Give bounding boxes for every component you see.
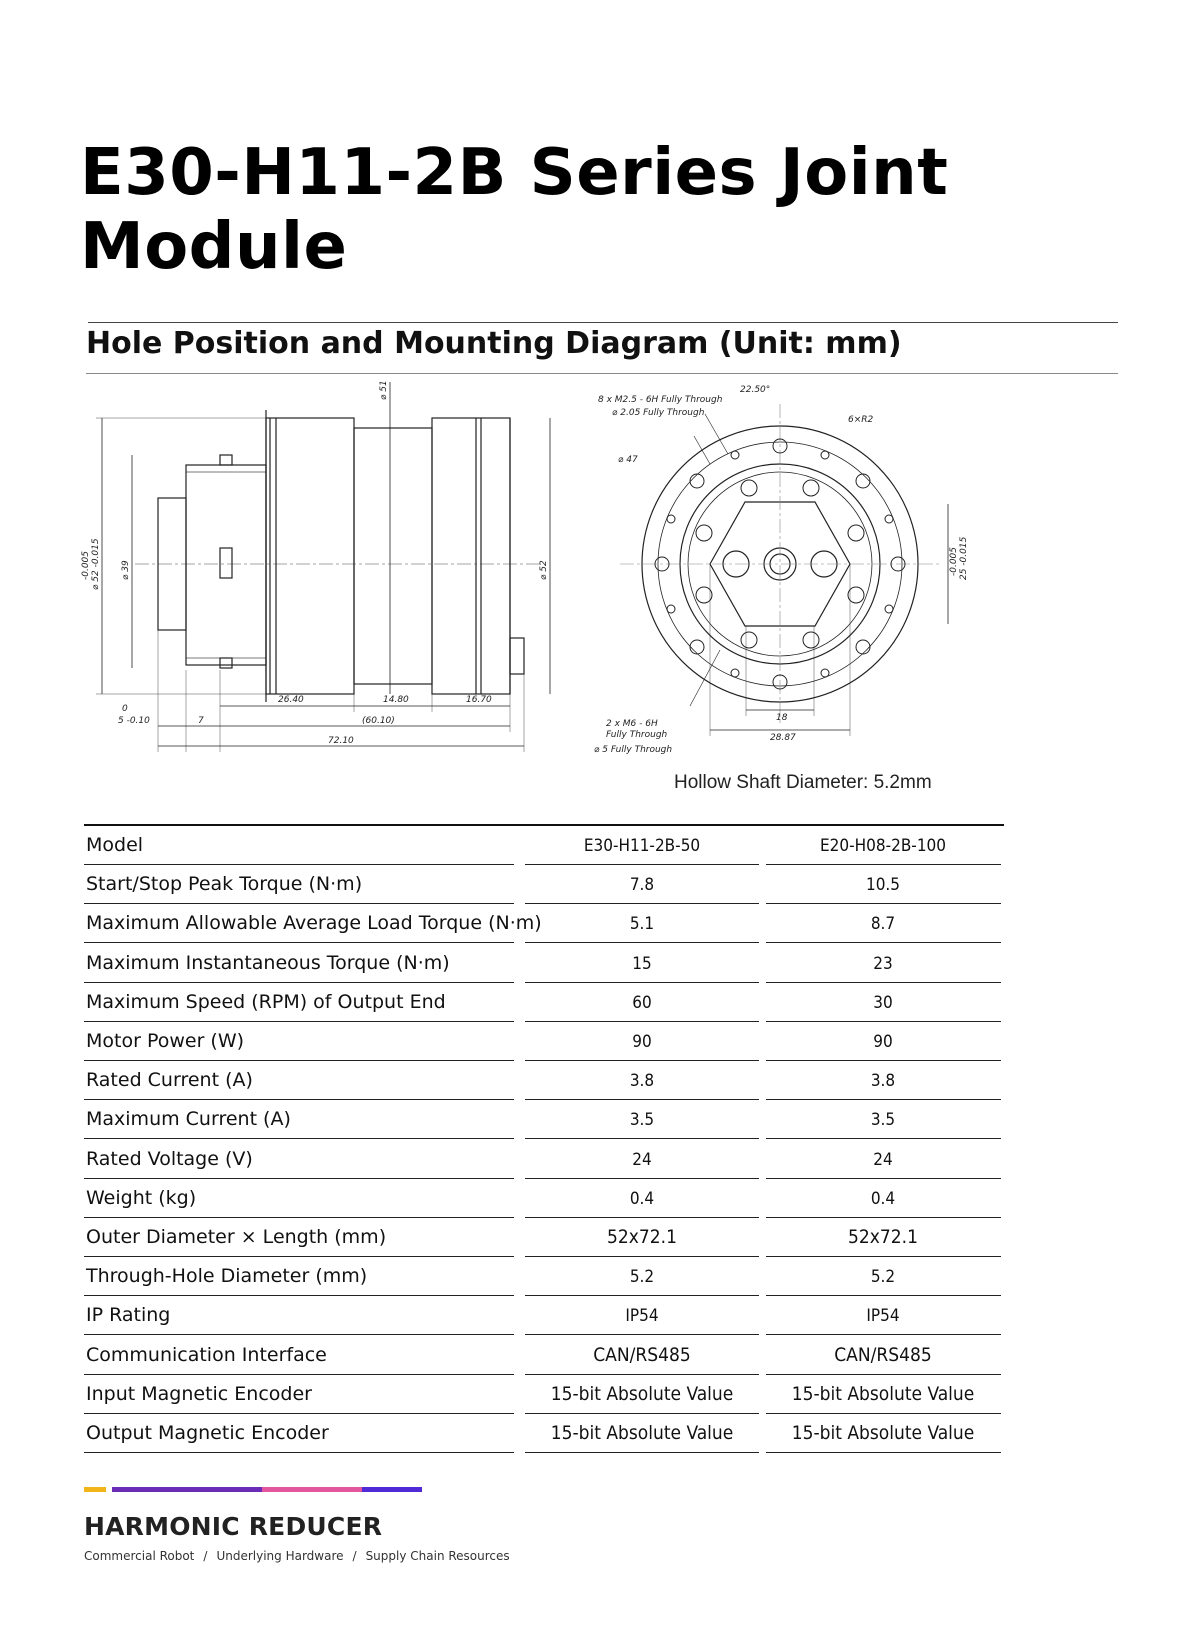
- dim-radius: 6×R2: [848, 415, 874, 425]
- spec-row-value-1: 0.4: [629, 1188, 655, 1209]
- spec-row: [84, 1218, 1004, 1257]
- spec-row-label: Maximum Speed (RPM) of Output End: [86, 990, 446, 1013]
- spec-row-value-1: 3.5: [629, 1110, 655, 1131]
- spec-row-value-1: 15-bit Absolute Value: [550, 1382, 734, 1405]
- spec-row-value-2: 52x72.1: [848, 1226, 918, 1248]
- spec-row-value-2: 3.5: [870, 1110, 896, 1131]
- spec-header-row: [84, 826, 1004, 865]
- dim-18: 18: [776, 713, 788, 723]
- spec-row-label: Outer Diameter × Length (mm): [86, 1226, 387, 1248]
- spec-row: [84, 904, 1004, 943]
- spec-row-value-2: 0.4: [870, 1188, 896, 1209]
- footer-color-bar-3: [262, 1487, 362, 1492]
- dim-holes-205: ⌀ 2.05 Fully Through: [612, 408, 705, 418]
- dim-7: 7: [198, 716, 204, 726]
- page-title: E30-H11-2B Series Joint Module: [80, 136, 949, 284]
- spec-row-value-2: 30: [873, 992, 893, 1013]
- spec-row-label: IP Rating: [86, 1304, 171, 1327]
- breadcrumb-separator: /: [203, 1549, 208, 1563]
- spec-row-value-1: 52x72.1: [607, 1226, 677, 1248]
- spec-row: [84, 944, 1004, 983]
- footer-breadcrumb: [84, 1549, 510, 1563]
- spec-row-value-1: 5.2: [629, 1267, 655, 1288]
- spec-row-value-1: 60: [632, 992, 652, 1013]
- spec-row-label: Rated Voltage (V): [86, 1147, 253, 1170]
- spec-header-label: Model: [86, 834, 144, 856]
- spec-row: [84, 1022, 1004, 1061]
- spec-row-label: Maximum Current (A): [86, 1108, 291, 1131]
- dim-d52-tol-a: -0.005: [81, 550, 91, 580]
- spec-row: [84, 1100, 1004, 1139]
- spec-row: [84, 1375, 1004, 1414]
- breadcrumb-item-2: Underlying Hardware: [216, 1549, 344, 1563]
- breadcrumb-separator: /: [352, 1549, 357, 1563]
- spec-row-value-2: 5.2: [870, 1267, 896, 1288]
- spec-row: [84, 1257, 1004, 1296]
- spec-row-label: Through-Hole Diameter (mm): [86, 1265, 368, 1288]
- dim-holes-m6-b: Fully Through: [606, 730, 668, 740]
- footer-color-bar-1: [84, 1487, 106, 1492]
- dim-60-10: (60.10): [362, 716, 395, 726]
- spec-row-value-1: 24: [632, 1149, 652, 1170]
- spec-row-value-2: 24: [873, 1149, 893, 1170]
- spec-row-label: Maximum Instantaneous Torque (N·m): [86, 951, 450, 974]
- breadcrumb-item-3: Supply Chain Resources: [365, 1549, 510, 1563]
- section-rule-top: [88, 322, 1118, 323]
- spec-row-value-1: 15-bit Absolute Value: [550, 1422, 734, 1444]
- spec-row-value-2: 15-bit Absolute Value: [791, 1382, 975, 1405]
- dim-d52-tol-b: ⌀ 52 -0.015: [91, 538, 101, 590]
- spec-row-value-2: IP54: [866, 1306, 900, 1327]
- spec-row-value-2: 15-bit Absolute Value: [791, 1422, 975, 1444]
- spec-row-value-1: 5.1: [629, 914, 655, 935]
- dim-tol-a: -0.005: [949, 546, 959, 576]
- footer-color-bar-2: [112, 1487, 262, 1492]
- dim-tol-b: 25 -0.015: [959, 536, 969, 580]
- dim-angle: 22.50°: [740, 385, 771, 395]
- spec-header-model-2: E20-H08-2B-100: [819, 836, 947, 856]
- mounting-diagram: [80, 380, 980, 790]
- spec-row: [84, 1179, 1004, 1218]
- hollow-shaft-note: Hollow Shaft Diameter: 5.2mm: [674, 772, 932, 793]
- spec-row-value-2: 3.8: [870, 1071, 896, 1092]
- dim-5-a: 0: [122, 704, 128, 714]
- dim-28-87: 28.87: [770, 733, 796, 743]
- spec-row: [84, 865, 1004, 904]
- diagram-section-title: Hole Position and Mounting Diagram (Unit: mm): [86, 326, 902, 361]
- front-view-dimensions: [594, 385, 969, 755]
- spec-row-value-1: IP54: [625, 1306, 659, 1327]
- breadcrumb-item-1: Commercial Robot: [84, 1549, 195, 1563]
- dim-holes-m6-a: 2 x M6 - 6H: [606, 719, 658, 729]
- spec-row-label: Weight (kg): [86, 1186, 197, 1209]
- spec-row-value-2: 8.7: [870, 914, 896, 935]
- dim-d39: ⌀ 39: [121, 560, 131, 580]
- spec-row-value-1: 15: [632, 953, 652, 974]
- spec-row: [84, 1296, 1004, 1335]
- side-view-dimensions: [81, 380, 549, 746]
- dim-holes-5: ⌀ 5 Fully Through: [594, 745, 673, 755]
- spec-row-value-2: 90: [873, 1032, 893, 1052]
- footer-brand: HARMONIC REDUCER: [84, 1512, 383, 1541]
- spec-row: [84, 1336, 1004, 1375]
- front-view: [620, 404, 948, 736]
- spec-row-label: Input Magnetic Encoder: [86, 1382, 312, 1405]
- spec-row-value-1: 3.8: [629, 1071, 655, 1092]
- dim-d47: ⌀ 47: [618, 455, 638, 465]
- dim-d52: ⌀ 52: [539, 560, 549, 580]
- dim-72-10: 72.10: [328, 736, 354, 746]
- dim-5-b: 5 -0.10: [118, 716, 150, 726]
- spec-row-value-2: 10.5: [865, 875, 901, 896]
- section-rule-bottom: [86, 373, 1118, 374]
- dim-16-70: 16.70: [466, 695, 492, 705]
- footer-color-bar-4: [362, 1487, 422, 1492]
- spec-row: [84, 1140, 1004, 1179]
- spec-header-model-1: E30-H11-2B-50: [583, 836, 701, 856]
- spec-row: [84, 1414, 1004, 1453]
- spec-row-label: Motor Power (W): [86, 1030, 245, 1052]
- spec-row-value-1: 90: [632, 1032, 652, 1052]
- spec-row-label: Start/Stop Peak Torque (N·m): [86, 873, 363, 896]
- dim-14-80: 14.80: [383, 695, 409, 705]
- spec-row-label: Communication Interface: [86, 1343, 327, 1366]
- spec-row: [84, 983, 1004, 1022]
- spec-row-label: Rated Current (A): [86, 1069, 253, 1092]
- spec-row-value-1: CAN/RS485: [593, 1343, 691, 1366]
- dim-holes-m25: 8 x M2.5 - 6H Fully Through: [598, 395, 723, 405]
- spec-row-label: Output Magnetic Encoder: [86, 1422, 329, 1444]
- dim-26-40: 26.40: [278, 695, 304, 705]
- spec-row-label: Maximum Allowable Average Load Torque (N·m): [86, 912, 542, 935]
- spec-row-value-2: CAN/RS485: [834, 1343, 932, 1366]
- spec-row: [84, 1061, 1004, 1100]
- dim-d51: ⌀ 51: [379, 380, 389, 400]
- spec-row-value-2: 23: [873, 953, 893, 974]
- spec-row-value-1: 7.8: [629, 875, 655, 896]
